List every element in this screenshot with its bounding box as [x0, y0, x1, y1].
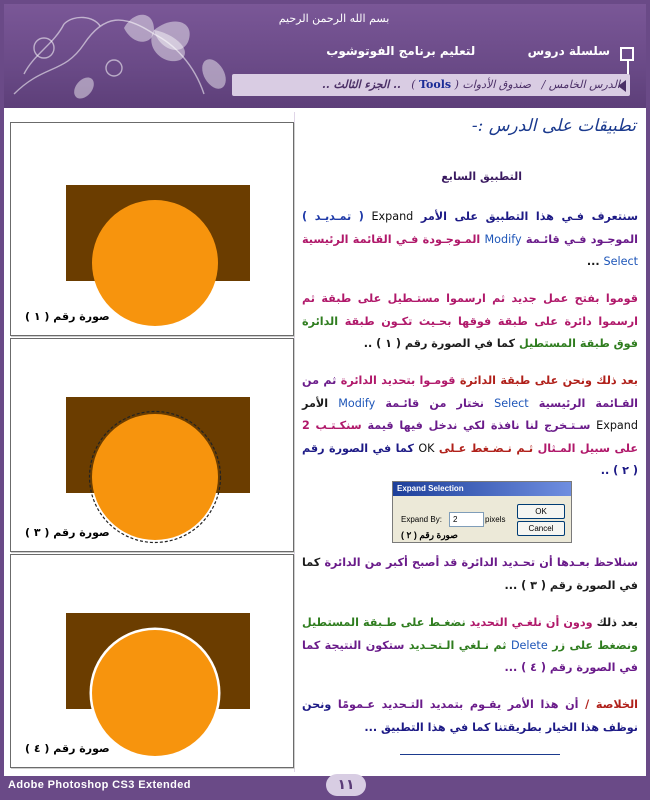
footer-bar [4, 776, 646, 796]
paragraph-6: الخلاصة / أن هذا الأمر يقـوم بتمديد التـحديد عـمومًا ونحن نوظف هذا الخيار بطريقتنا كما في هذا التطبيق ... [302, 698, 639, 734]
figure-2-caption: صورة رقم ( ٢ ) [401, 530, 458, 540]
bismillah: بسم الله الرحمن الرحيم [278, 12, 390, 25]
stem-icon [627, 61, 629, 75]
series-label: سلسلة دروس [527, 44, 610, 58]
checkbox-icon [620, 47, 634, 61]
lesson-label: الدرس الخامس / [541, 78, 620, 91]
figure-4-panel [10, 554, 294, 768]
figure-4-image [11, 555, 293, 767]
paragraph-5: بعد ذلك ودون أن نلغـي التحديد نضغـط على طـبقة المستطيل ونضغط على زر Delete ثم نـلغي الـتحـديد ستكون النتيجة كما في الصورة رقم ( ٤ ) ... [302, 616, 639, 674]
product-name: Adobe Photoshop CS3 Extended [8, 779, 191, 791]
lesson-text [300, 116, 640, 766]
separator-line [400, 754, 560, 755]
figure-3-caption: صورة رقم ( ٣ ) [25, 526, 110, 539]
application-title: التطبيق السابع [441, 170, 522, 183]
paragraph-1: سنتعرف فـي هذا التطبيق على الأمر Expand ( تمـديـد ) الموجـود فـي قائـمة Modify المـوجـودة فـي القائمة الرئيسية Select ... [302, 210, 638, 268]
paragraph-2: قوموا بفتح عمل جديد ثم ارسموا مستـطيل على طبقة ثم ارسموا دائرة على طبقة فوقها بحـيث تكـون طبقة الدائرة فوق طبقة المستطيل كما في الصورة رقم ( ١ ) .. [302, 292, 638, 350]
subject-label: لتعليم برنامج الفوتوشوب [326, 44, 476, 58]
expand-selection-dialog [392, 481, 572, 543]
expand-by-input[interactable]: 2 [449, 512, 484, 527]
divider [294, 112, 295, 772]
circle-shape [92, 414, 218, 540]
lesson-bar [232, 74, 630, 96]
paragraph-4: سنلاحظ بعـدها أن تحـديد الدائرة قد أصبح أكبر من الدائرة كما في الصورة رقم ( ٣ ) ... [302, 556, 638, 592]
header-banner [4, 4, 646, 108]
page-frame [4, 4, 646, 796]
figure-1-caption: صورة رقم ( ١ ) [25, 310, 110, 323]
circle-shape [92, 200, 218, 326]
ok-button[interactable]: OK [517, 504, 565, 519]
figure-3-image [11, 339, 293, 551]
topic-suffix: ) [411, 78, 416, 91]
arrow-icon [618, 80, 626, 92]
topic-tools: Tools [419, 78, 452, 91]
cancel-button[interactable]: Cancel [517, 521, 565, 536]
expand-by-label: Expand By: [401, 515, 442, 524]
figure-3-panel [10, 338, 294, 552]
unit-label: pixels [485, 515, 506, 524]
circle-shape [92, 630, 218, 756]
figure-1-image [11, 123, 293, 335]
series-title [326, 44, 610, 58]
section-title: تطبيقات على الدرس :- [471, 116, 636, 136]
figure-1-panel [10, 122, 294, 336]
topic-prefix: صندوق الأدوات ( [454, 78, 532, 91]
floral-ornament-icon [4, 4, 244, 108]
page-number: ١١ [326, 774, 366, 796]
figure-4-caption: صورة رقم ( ٤ ) [25, 742, 110, 755]
dialog-title: Expand Selection [393, 482, 571, 496]
lesson-part: .. الجزء الثالث .. [322, 78, 401, 91]
paragraph-3: بعد ذلك ونحن على طبقة الدائرة قومـوا بتحديد الدائرة ثم من القـائمة الرئيسية Select نختار من قائـمة Modify الأمر Expand سـتـخرج لنا نافذة لكي ندخل فيها قيمة سنكـتـب 2 على سبيل المـثال ثـم نـضـغط عـلى OK كما في الصورة رقم ( ٢ ) .. [302, 374, 639, 477]
